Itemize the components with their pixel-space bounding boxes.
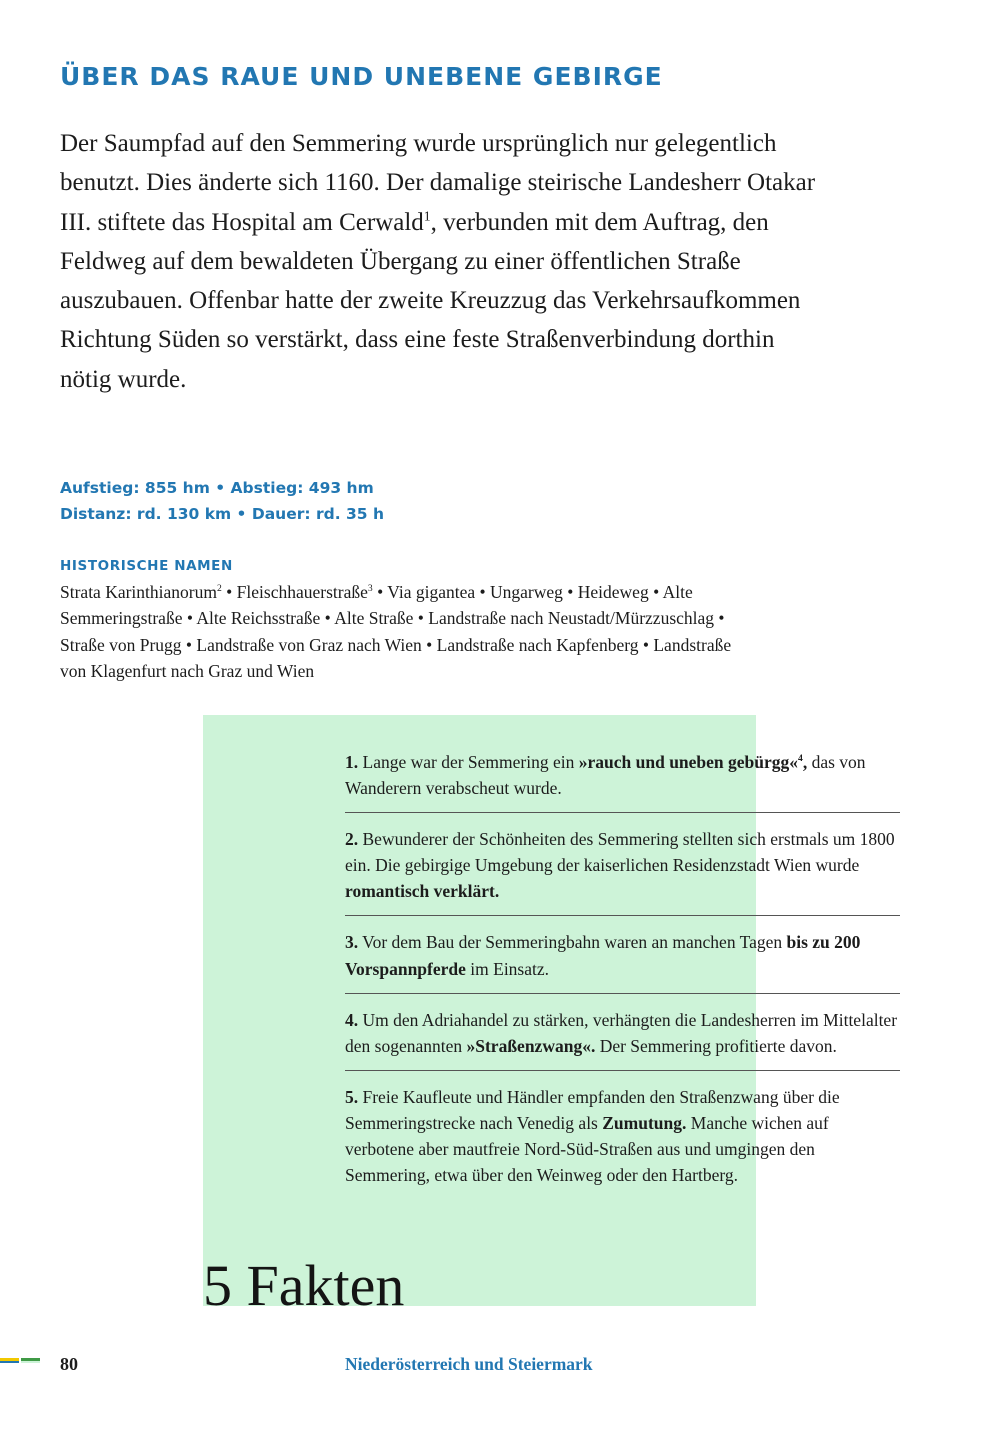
fact-highlight: romantisch verklärt. xyxy=(345,881,500,902)
historical-names-title: HISTORISCHE NAMEN xyxy=(60,558,233,574)
footer-chapter-title: Niederösterreich und Steiermark xyxy=(345,1354,593,1374)
stats-distance-duration: Distanz: rd. 130 km • Dauer: rd. 35 h xyxy=(60,505,384,523)
intro-text-part1: Der Saumpfad auf den Semmering wurde ursprünglich nur gelegentlich benutzt. Dies änderte sich 1160. Der damalige steirische Landesherr Otakar III. stiftete das Hospital am Cerwald xyxy=(60,130,816,236)
fact-highlight: Zumutung. xyxy=(602,1112,687,1133)
footnote-ref-4[interactable]: 4 xyxy=(798,753,803,765)
fact-text: Freie Kaufleute und Händler empfanden den Straßenzwang über die Semmeringstrecke nach Venedig als xyxy=(345,1086,840,1133)
historical-names-part2: • Fleischhauerstraße xyxy=(221,582,368,602)
intro-paragraph xyxy=(60,124,820,399)
facts-title: 5 Fakten xyxy=(203,1253,405,1318)
fact-text-end: das von Wanderern verabscheut wurde. xyxy=(345,752,866,799)
fact-highlight: bis zu 200 Vorspannpferde xyxy=(345,932,861,979)
fact-number: 1. xyxy=(345,752,359,772)
fact-highlight: »Straßenzwang«. xyxy=(466,1035,596,1056)
footnote-ref-2[interactable]: 2 xyxy=(216,583,222,595)
fact-number: 4. xyxy=(345,1009,359,1030)
fact-item-2 xyxy=(345,826,900,916)
fact-text-end: Der Semmering profitierte davon. xyxy=(595,1035,837,1056)
fact-item-1 xyxy=(345,749,900,813)
fact-text-end: Manche wichen auf verbotene aber mautfreie Nord-Süd-Straßen aus und umgingen den Semmering, etwa über den Weinweg oder den Hartberg. xyxy=(345,1112,829,1186)
historical-names-part1: Strata Karinthianorum xyxy=(60,582,217,602)
mark-blue-segment xyxy=(0,1361,19,1363)
fact-number: 2. xyxy=(345,829,359,850)
page-number: 80 xyxy=(60,1354,78,1374)
fact-item-4 xyxy=(345,1007,900,1071)
fact-text: Lange war der Semmering ein xyxy=(358,752,579,772)
historical-names-list xyxy=(60,579,760,684)
fact-text-end: im Einsatz. xyxy=(465,958,550,979)
footnote-ref-3[interactable]: 3 xyxy=(367,583,373,595)
fact-text: Um den Adriahandel zu stärken, verhängten die Landesherren im Mittelalter den sogenannten xyxy=(345,1009,898,1056)
fact-number: 3. xyxy=(345,932,359,953)
facts-list xyxy=(345,749,900,1199)
intro-text-part2: , verbunden mit dem Auftrag, den Feldweg auf dem bewaldeten Übergang zu einer öffentlichen Straße auszubauen. Offenbar hatte der zweite Kreuzzug das Verkehrsaufkommen Richtung Süden so verstärkt, dass eine feste Straßenverbindung dorthin nötig wurde. xyxy=(60,208,801,393)
fact-highlight: »rauch und uneben gebürgg«$^4$, xyxy=(578,752,808,772)
fact-text: Vor dem Bau der Semmeringbahn waren an manchen Tagen xyxy=(358,932,787,953)
fact-item-5 xyxy=(345,1084,900,1199)
footnote-ref-1[interactable]: 1 xyxy=(423,208,431,224)
route-stats xyxy=(60,475,760,527)
fact-number: 5. xyxy=(345,1086,359,1107)
historical-names-part3: • Via gigantea • Ungarweg • Heideweg • Alte Semmeringstraße • Alte Reichsstraße • Alte Straße • Landstraße nach Neustadt/Mürzzuschlag • Straße von Prugg • Landstraße von Graz nach Wien • Landstraße nach Kapfenberg • Landstraße von Klagenfurt nach Graz und Wien xyxy=(60,582,732,681)
mark-lightgreen-segment xyxy=(21,1361,40,1363)
fact-item-3 xyxy=(345,929,900,993)
stats-ascent-descent: Aufstieg: 855 hm • Abstieg: 493 hm xyxy=(60,479,374,497)
fact-text: Bewunderer der Schönheiten des Semmering stellten sich erstmals um 1800 ein. Die gebirgige Umgebung der kaiserlichen Residenzstadt Wien wurde xyxy=(345,829,895,876)
section-heading: ÜBER DAS RAUE UND UNEBENE GEBIRGE xyxy=(60,62,663,91)
